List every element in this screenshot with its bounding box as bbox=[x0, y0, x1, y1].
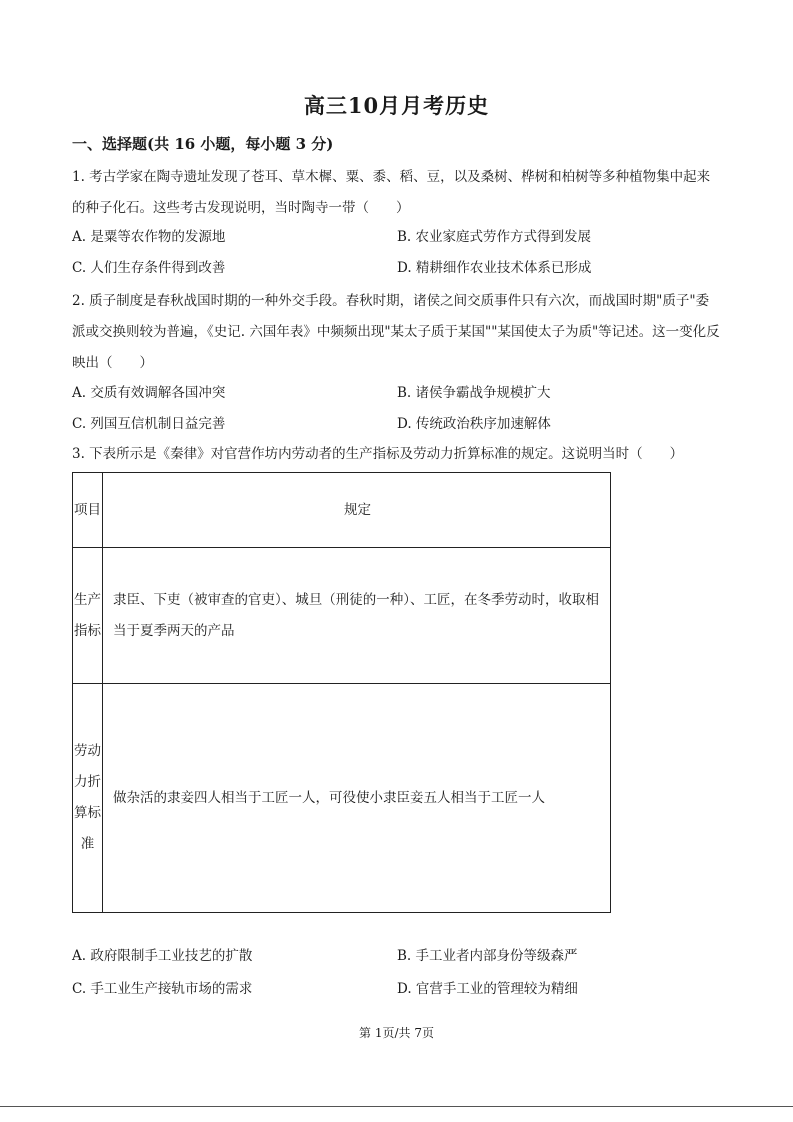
question-1-option-d[interactable]: D. 精耕细作农业技术体系已形成 bbox=[397, 260, 592, 276]
question-3-stem: 3. 下表所示是《秦律》对官营作坊内劳动者的生产指标及劳动力折算标准的规定。这说明当时（ ） bbox=[72, 446, 684, 462]
page-footer: 第 1页/共 7页 bbox=[359, 1026, 434, 1040]
question-2-option-c[interactable]: C. 列国互信机制日益完善 bbox=[72, 416, 226, 432]
qin-law-table bbox=[72, 472, 611, 913]
question-3-option-d[interactable]: D. 官营手工业的管理较为精细 bbox=[397, 981, 578, 997]
question-2-stem: 2. 质子制度是春秋战国时期的一种外交手段。春秋时期，诸侯之间交质事件只有六次，而战国时期"质子"委派或交换则较为普遍，《史记. 六国年表》中频频出现"某太子质于某国""某国使太子为质"等记述。这一变化反映出（ ） bbox=[72, 293, 720, 371]
table-row-2-head: 劳动力折算标准 bbox=[73, 684, 103, 913]
question-3-option-b[interactable]: B. 手工业者内部身份等级森严 bbox=[397, 948, 578, 964]
table-header-rule: 规定 bbox=[103, 473, 611, 548]
table-row-1-head: 生产指标 bbox=[73, 548, 103, 684]
table-row-1-text: 隶臣、下吏（被审查的官吏）、城旦（刑徒的一种）、工匠，在冬季劳动时，收取相当于夏季两天的产品 bbox=[103, 548, 611, 684]
bottom-divider bbox=[0, 1106, 793, 1107]
section-heading: 一、选择题(共 16 小题，每小题 3 分) bbox=[72, 135, 334, 153]
page-title: 高三10月月考历史 bbox=[303, 93, 490, 118]
question-1-option-c[interactable]: C. 人们生存条件得到改善 bbox=[72, 260, 226, 276]
question-3-option-c[interactable]: C. 手工业生产接轨市场的需求 bbox=[72, 981, 253, 997]
question-1-option-a[interactable]: A. 是粟等农作物的发源地 bbox=[72, 229, 226, 245]
question-1-stem: 1. 考古学家在陶寺遗址发现了苍耳、草木樨、粟、黍、稻、豆，以及桑树、桦树和柏树等多种植物集中起来的种子化石。这些考古发现说明，当时陶寺一带（ ） bbox=[72, 169, 711, 216]
table-header-item: 项目 bbox=[73, 473, 103, 548]
question-2-option-b[interactable]: B. 诸侯争霸战争规模扩大 bbox=[397, 385, 551, 401]
question-2-option-d[interactable]: D. 传统政治秩序加速解体 bbox=[397, 416, 551, 432]
table-row-2-text: 做杂活的隶妾四人相当于工匠一人，可役使小隶臣妾五人相当于工匠一人 bbox=[103, 684, 611, 913]
question-3-option-a[interactable]: A. 政府限制手工业技艺的扩散 bbox=[72, 948, 253, 964]
question-2-option-a[interactable]: A. 交质有效调解各国冲突 bbox=[72, 385, 226, 401]
question-1-option-b[interactable]: B. 农业家庭式劳作方式得到发展 bbox=[397, 229, 592, 245]
